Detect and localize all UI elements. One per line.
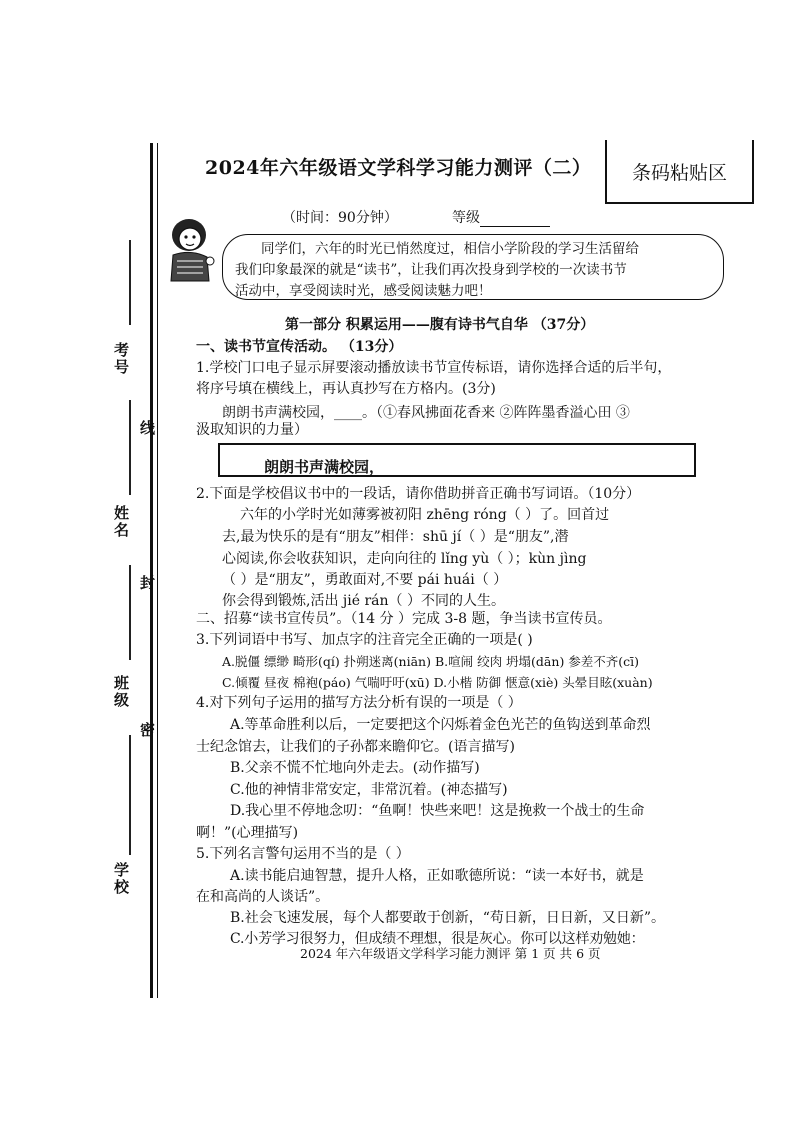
q4-option: D.我心里不停地念叨：“鱼啊！快些来吧！这是挽救一个战士的生命 bbox=[230, 803, 645, 819]
margin-rule-thick bbox=[150, 143, 153, 998]
barcode-area bbox=[605, 140, 754, 204]
q2-text: （ ）是“朋友”，勇敢面对,不要 pái huái（ ） bbox=[222, 572, 508, 588]
q5-text: 5.下列名言警句运用不当的是（ ） bbox=[196, 846, 410, 862]
q2-text: 六年的小学时光如薄雾被初阳 zhēng róng（ ）了。回首过 bbox=[240, 507, 610, 523]
q4-option: C.他的神情非常安定，非常沉着。(神态描写) bbox=[230, 782, 508, 798]
q1-text: 1.学校门口电子显示屏要滚动播放读书节宣传标语，请你选择合适的后半句， bbox=[196, 360, 672, 376]
q1-text: 汲取知识的力量） bbox=[196, 422, 308, 438]
page-footer: 2024 年六年级语文学科学习能力测评 第 1 页 共 6 页 bbox=[300, 946, 601, 961]
q2-text: 2.下面是学校倡议书中的一段话，请你借助拼音正确书写词语。（10分） bbox=[196, 486, 641, 502]
part1-title: 第一部分 积累运用——腹有诗书气自华 （37分） bbox=[285, 317, 595, 333]
q2-text: 你会得到锻炼,活出 jié rán（ ）不同的人生。 bbox=[222, 593, 505, 609]
intro-line: 同学们，六年的时光已悄然度过，相信小学阶段的学习生活留给 bbox=[261, 241, 639, 257]
q1-text: 朗朗书声满校园，____。（①春风拂面花香来 ②阵阵墨香溢心田 ③ bbox=[222, 405, 630, 421]
seal-mark-seal: 封 bbox=[138, 575, 156, 590]
q4-option: B.父亲不慌不忙地向外走去。(动作描写) bbox=[230, 760, 480, 776]
label-school: 学校 bbox=[112, 862, 130, 896]
q1-answer-box[interactable] bbox=[218, 443, 696, 477]
q3-text: 3.下列词语中书写、加点字的注音完全正确的一项是( ) bbox=[196, 632, 533, 648]
q2-text: 去,最为快乐的是有“朋友”相伴：shū jí（ ）是“朋友”,潜 bbox=[222, 529, 569, 545]
q4-option: 啊！”(心理描写) bbox=[196, 825, 299, 841]
reading-girl-illustration bbox=[163, 215, 219, 287]
field-line-name bbox=[129, 400, 131, 495]
intro-line: 我们印象最深的就是“读书”，让我们再次投身到学校的一次读书节 bbox=[235, 262, 627, 278]
q5-option: B.社会飞速发展，每个人都要敢于创新，“苟日新，日日新，又日新”。 bbox=[230, 910, 666, 926]
label-exam-number: 考号 bbox=[112, 342, 130, 376]
time-label: （时间：90分钟） bbox=[282, 210, 398, 226]
intro-speech-bubble bbox=[222, 234, 724, 300]
grade-field bbox=[452, 207, 550, 227]
q4-text: 4.对下列句子运用的描写方法分析有误的一项是（ ） bbox=[196, 695, 522, 711]
q5-option: A.读书能启迪智慧，提升人格，正如歌德所说：“读一本好书，就是 bbox=[230, 868, 644, 884]
intro-line: 活动中，享受阅读时光，感受阅读魅力吧！ bbox=[235, 283, 492, 299]
page-title: 2024年六年级语文学科学习能力测评（二） bbox=[205, 157, 592, 179]
seal-mark-secret: 密 bbox=[138, 722, 156, 737]
q2-text: 心阅读,你会收获知识，走向向往的 lǐng yù（ ）；kùn jìng bbox=[222, 551, 587, 567]
seal-mark-line: 线 bbox=[138, 420, 156, 435]
field-line-class bbox=[129, 565, 131, 660]
field-line-exam-number bbox=[129, 240, 131, 325]
section1-heading: 一、读书节宣传活动。 （13分） bbox=[196, 339, 403, 355]
barcode-label: 条码粘贴区 bbox=[631, 161, 727, 184]
grade-label: 等级 bbox=[452, 210, 480, 226]
q4-option: A.等革命胜利以后，一定要把这个闪烁着金色光芒的鱼钩送到革命烈 bbox=[230, 717, 651, 733]
margin-rule-thin bbox=[157, 143, 158, 998]
q1-box-text: 朗朗书声满校园， bbox=[264, 458, 385, 476]
label-class: 班级 bbox=[112, 675, 130, 709]
q3-option: A.脱僵 缥缈 畸形(qí) 扑朔迷离(niān) B.喧闹 绞肉 坍塌(dān) 参差不齐(cī) bbox=[222, 654, 640, 669]
q4-option: 士纪念馆去，让我们的子孙都来瞻仰它。(语言描写) bbox=[196, 739, 515, 755]
grade-blank[interactable] bbox=[480, 212, 550, 227]
q5-option: C.小芳学习很努力，但成绩不理想，很是灰心。你可以这样劝勉她： bbox=[230, 931, 645, 947]
label-name: 姓名 bbox=[112, 505, 130, 539]
field-line-school bbox=[129, 735, 131, 855]
q1-text: 将序号填在横线上，再认真抄写在方格内。(3分) bbox=[196, 381, 496, 397]
q3-option: C.倾覆 昼夜 棉袍(páo) 气喘吁吁(xū) D.小楷 防御 惬意(xiè) 头晕目眩(xuàn) bbox=[222, 675, 653, 690]
q5-option: 在和高尚的人谈话”。 bbox=[196, 889, 330, 905]
section2-heading: 二、招募“读书宣传员”。（14 分 ）完成 3-8 题，争当读书宣传员。 bbox=[196, 611, 612, 627]
